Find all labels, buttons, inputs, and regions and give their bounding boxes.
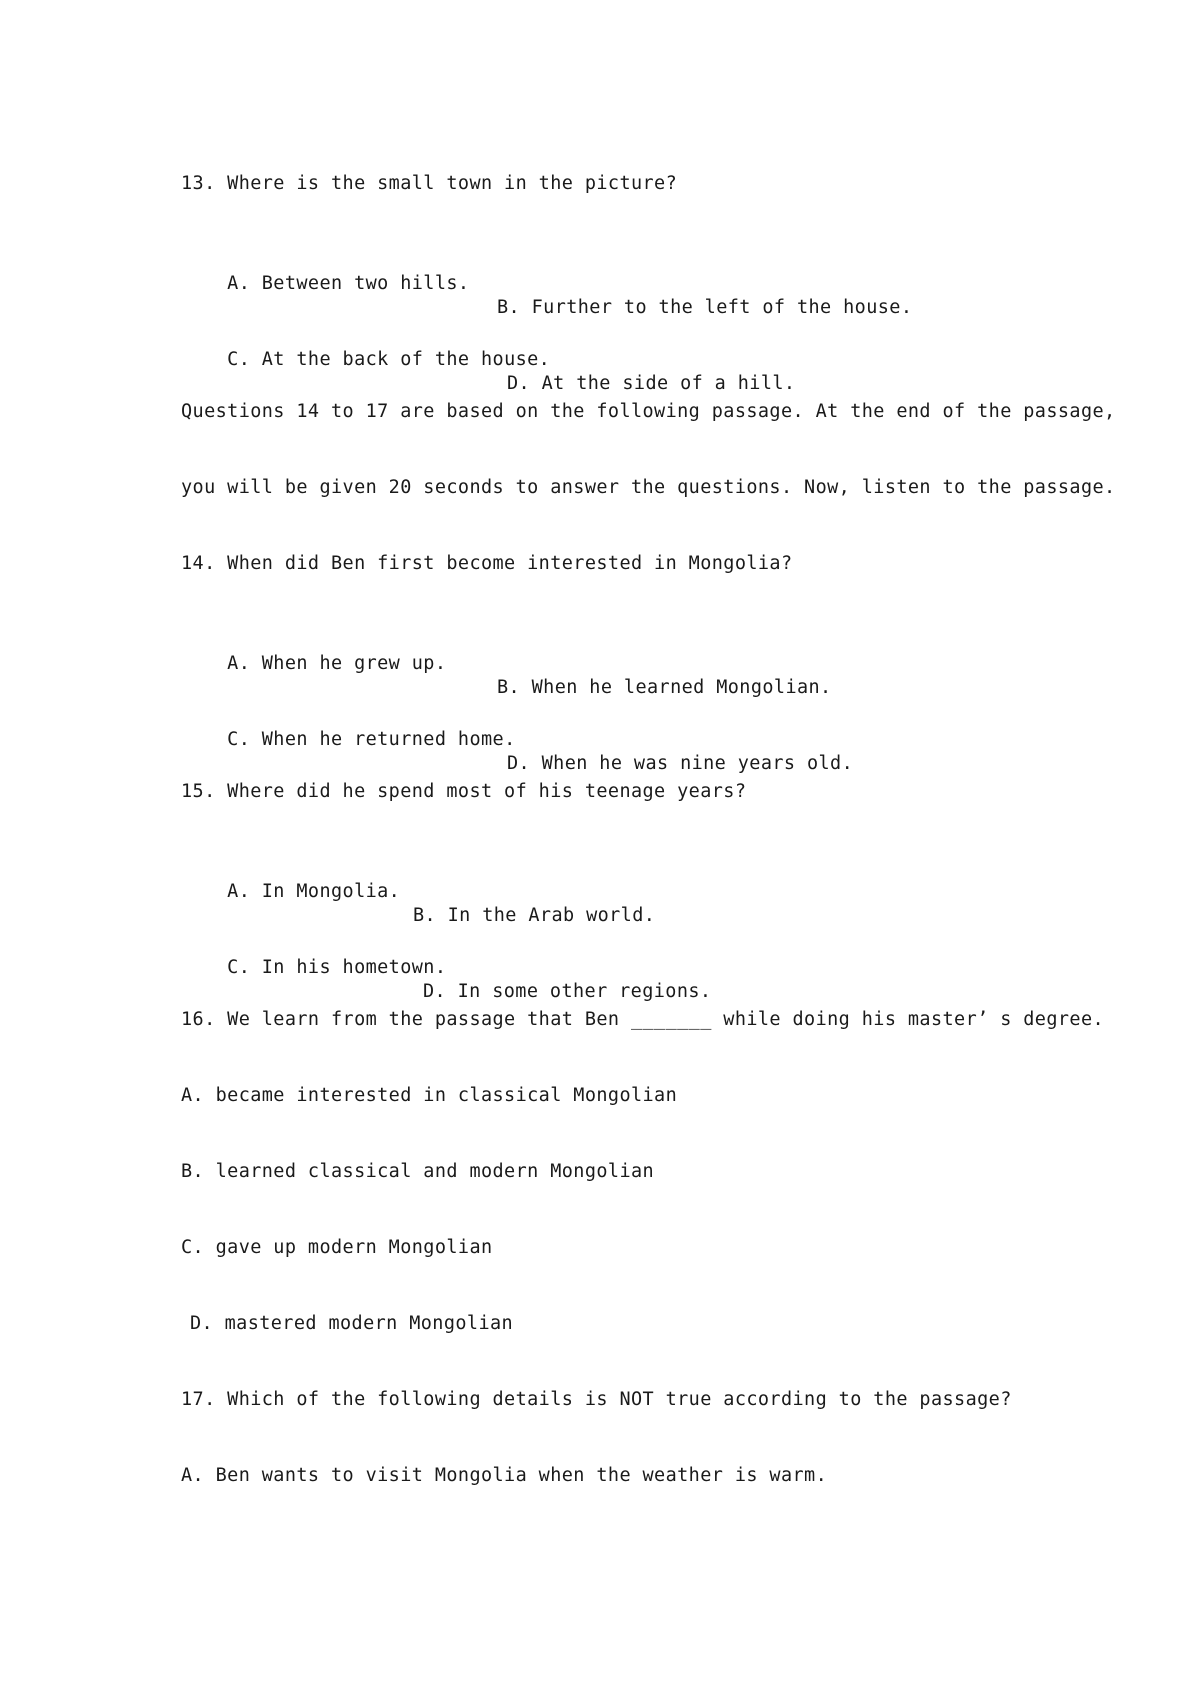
question-17: 17. Which of the following details is NOT true according to the passage? bbox=[181, 1389, 1012, 1410]
question-15-option-a: A. In Mongolia. bbox=[227, 881, 401, 902]
question-14-option-b: B. When he learned Mongolian. bbox=[497, 677, 832, 698]
question-17-option-a: A. Ben wants to visit Mongolia when the weather is warm. bbox=[181, 1465, 828, 1486]
question-16-option-c: C. gave up modern Mongolian bbox=[181, 1237, 493, 1258]
question-16-option-b: B. learned classical and modern Mongolian bbox=[181, 1161, 655, 1182]
question-16-option-a: A. became interested in classical Mongolian bbox=[181, 1085, 678, 1106]
question-13-option-d: D. At the side of a hill. bbox=[507, 373, 796, 394]
passage-intro-line-1: Questions 14 to 17 are based on the following passage. At the end of the passage, bbox=[181, 401, 1116, 422]
question-14: 14. When did Ben first become interested in Mongolia? bbox=[181, 553, 793, 574]
question-15: 15. Where did he spend most of his teenage years? bbox=[181, 781, 747, 802]
question-13-option-b: B. Further to the left of the house. bbox=[497, 297, 913, 318]
question-15-option-d: D. In some other regions. bbox=[423, 981, 712, 1002]
question-16-option-d: D. mastered modern Mongolian bbox=[190, 1313, 514, 1334]
question-13: 13. Where is the small town in the picture? bbox=[181, 173, 678, 194]
question-16: 16. We learn from the passage that Ben _______ while doing his master’ s degree. bbox=[181, 1009, 1105, 1030]
question-15-option-c: C. In his hometown. bbox=[227, 957, 447, 978]
question-14-option-c: C. When he returned home. bbox=[227, 729, 516, 750]
question-14-option-a: A. When he grew up. bbox=[227, 653, 447, 674]
question-13-option-c: C. At the back of the house. bbox=[227, 349, 551, 370]
question-15-option-b: B. In the Arab world. bbox=[413, 905, 656, 926]
passage-intro-line-2: you will be given 20 seconds to answer the questions. Now, listen to the passage. bbox=[181, 477, 1116, 498]
question-14-option-d: D. When he was nine years old. bbox=[507, 753, 854, 774]
question-13-option-a: A. Between two hills. bbox=[227, 273, 470, 294]
